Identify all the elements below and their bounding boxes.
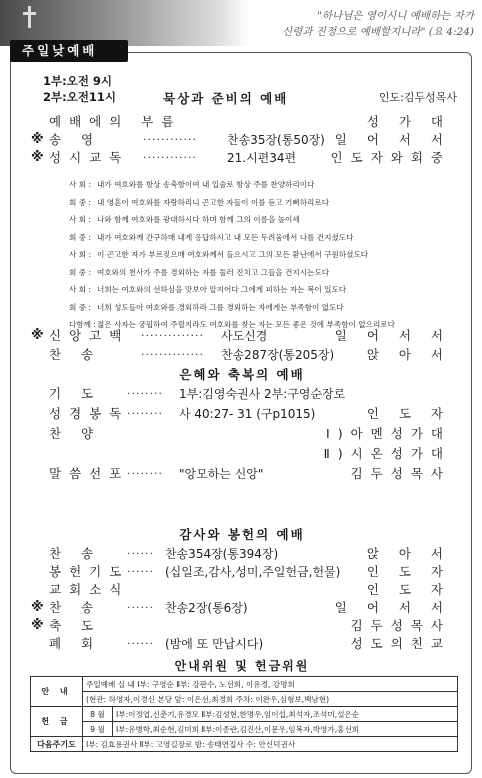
order-content: (십일조,감사,성미,주일헌금,헌물)	[165, 565, 341, 579]
order-row	[31, 385, 451, 403]
cross-icon	[28, 6, 31, 28]
order-label: 성시교독	[49, 150, 130, 165]
order-row	[31, 445, 451, 463]
order-content: 1부:김영숙권사 2부:구영순장로	[179, 387, 346, 401]
leader-dots: ··············	[141, 329, 204, 342]
order-performer: 일 어 서 서	[334, 328, 451, 343]
order-content: 사도신경	[221, 329, 268, 343]
volunteer-table	[30, 676, 458, 752]
verse-line-1: "하나님은 영이시니 예배하는 자가	[317, 10, 474, 22]
responsive-line	[69, 232, 459, 244]
order-label: 성경봉독	[49, 406, 130, 421]
order-performer: 앉 아 서	[366, 546, 451, 561]
leader-dots: ······	[127, 637, 154, 650]
leader-dots: ··············	[141, 348, 204, 361]
order-performer: 일 어 서 서	[334, 600, 451, 615]
responsive-line	[69, 302, 459, 314]
responsive-text: 젊은 사자는 궁핍하여 주릴지라도 여호와를 찾는 자는 모든 좋은 것에 부족함이 없으리로다	[97, 320, 395, 329]
responsive-text: 너희는 여호와의 선하심을 맛보아 알지어다 그에게 피하는 자는 복이 있도다	[97, 285, 347, 294]
leader-dots: ········	[127, 387, 163, 400]
responsive-text: 내 영혼이 여호와를 자랑하리니 곤고한 자들이 이를 듣고 기뻐하리로다	[97, 197, 330, 207]
order-row	[31, 425, 451, 443]
offering-row	[31, 722, 458, 737]
order-content: 21.시편34편	[227, 151, 297, 165]
offering-row	[31, 707, 458, 722]
order-label: 찬 양	[49, 426, 102, 441]
service-leader: 인도:김두성목사	[378, 91, 457, 104]
header-verse	[244, 8, 474, 40]
guide-row	[31, 677, 458, 692]
responsive-speaker: 사 회 :	[69, 285, 92, 294]
leader-dots: ········	[127, 407, 163, 420]
responsive-speaker: 다함께 :	[69, 320, 96, 329]
order-row	[31, 617, 451, 635]
offering-names: Ⅰ부:이정엽,신춘기,유경모 Ⅱ부:김성현,한명우,임이섭,최석자,조석미,설은순	[113, 707, 458, 722]
order-label: 기 도	[49, 386, 102, 401]
order-content: "앙모하는 신앙"	[179, 467, 264, 481]
responsive-text: 여호와의 천사가 주를 경외하는 자를 둘러 진치고 그들을 건지시는도다	[97, 267, 330, 277]
order-label: 신앙고백	[49, 328, 130, 343]
offering-month: 8 월	[83, 707, 113, 722]
responsive-speaker: 회 중 :	[69, 232, 92, 242]
order-row	[31, 327, 451, 345]
responsive-speaker: 사 회 :	[69, 250, 92, 259]
responsive-text: 나와 함께 여호와를 광대하시다 하며 함께 그의 이름을 높이세	[97, 215, 300, 224]
responsive-speaker: 회 중 :	[69, 267, 92, 277]
order-performer: 인도자와회중	[330, 150, 451, 165]
service-frame	[10, 52, 472, 774]
order-row	[31, 581, 451, 599]
leader-dots: ······	[127, 565, 154, 578]
leader-dots: ············	[143, 133, 197, 146]
responsive-line	[69, 197, 459, 209]
order-content: 찬송2장(통6장)	[165, 601, 248, 615]
guide-line-2: (현관: 하영자,이경신 본당 앞: 이은선,최경희 주차: 이완우,심형보,백남현)	[83, 692, 458, 707]
order-performer: 김두성목사	[350, 618, 451, 633]
order-row	[31, 563, 451, 581]
order-row	[31, 465, 451, 483]
guide-line-1: 주일예배 실 내 Ⅰ부: 구영순 Ⅱ부: 강판수, 노선희, 이유경, 강명희	[83, 677, 458, 692]
order-row	[31, 113, 451, 131]
order-label: 찬 송	[49, 546, 102, 561]
service-tag: 주일낮예배	[10, 40, 128, 62]
offering-label: 헌 금	[31, 707, 83, 737]
responsive-line	[69, 284, 459, 296]
leader-dots: ······	[127, 547, 154, 560]
next-prayer-names: Ⅰ부: 김효용권사 Ⅱ부: 고영길장로 밤: 송태연집사 수: 안신덕권사	[83, 737, 458, 752]
order-label: 폐 회	[49, 636, 102, 651]
responsive-line	[69, 179, 459, 191]
responsive-speaker: 회 중 :	[69, 197, 92, 207]
order-label: 말씀선포	[49, 466, 130, 481]
order-label: 송 영	[49, 132, 102, 147]
leader-dots: ············	[143, 151, 197, 164]
responsive-speaker: 사 회 :	[69, 215, 92, 224]
thanks-section-title: 감사와 봉헌의 예배	[179, 527, 305, 542]
guide-row-2	[31, 692, 458, 707]
prep-section-title: 묵상과 준비의 예배	[163, 91, 289, 106]
order-row	[31, 599, 451, 617]
order-performer: 인 도 자	[366, 564, 451, 579]
order-row	[31, 635, 451, 653]
verse-line-2: 신령과 진정으로 예배할지니라" (요 4:24)	[282, 26, 474, 38]
order-row	[31, 346, 451, 364]
order-content: 사 40:27- 31 (구p1015)	[179, 407, 316, 421]
order-row	[31, 131, 451, 149]
offering-names: Ⅰ부:유병학,최순현,김미희 Ⅱ부:이종란,김진산,이문우,임복자,박영가,홍선희	[113, 722, 458, 737]
grace-section-title: 은혜와 축복의 예배	[179, 367, 305, 382]
order-row	[31, 149, 451, 167]
order-label: 찬 송	[49, 600, 102, 615]
responsive-text: 너희 성도들아 여호와를 경외하라 그를 경외하는 자에게는 부족함이 없도다	[97, 302, 344, 312]
order-performer: 앉 아 서	[366, 347, 451, 362]
order-label: 교회소식	[49, 582, 130, 597]
footer-title: 안내위원 및 헌금위원	[174, 659, 310, 673]
responsive-line	[69, 249, 459, 261]
responsive-text: 내가 여호와를 항상 송축함이여 내 입술로 항상 주를 찬양하리이다	[97, 180, 315, 189]
order-content: 찬송35장(통50장)	[227, 133, 325, 147]
order-performer: Ⅱ)시온성가대	[323, 446, 451, 461]
order-content: 찬송354장(통394장)	[165, 547, 279, 561]
required-standing-mark: ※	[31, 328, 44, 343]
first-service-time: 1부:오전 9시	[43, 74, 113, 88]
leader-dots: ······	[127, 601, 154, 614]
order-row	[31, 405, 451, 423]
required-standing-mark: ※	[31, 600, 44, 615]
order-content: (밤에 또 만납시다)	[165, 637, 264, 651]
next-prayer-row	[31, 737, 458, 752]
order-label: 찬 송	[49, 347, 102, 362]
order-label: 축 도	[49, 618, 102, 633]
responsive-text: 내가 여호와께 간구하매 내게 응답하시고 내 모든 두려움에서 나를 건지셨도다	[97, 232, 354, 242]
responsive-speaker: 회 중 :	[69, 302, 92, 312]
second-service-time: 2부:오전11시	[43, 90, 117, 104]
order-performer: 인 도 자	[366, 582, 451, 597]
order-performer: 김두성목사	[350, 466, 451, 481]
responsive-line	[69, 267, 459, 279]
required-standing-mark: ※	[31, 132, 44, 147]
order-performer: 인 도 자	[366, 406, 451, 421]
order-content: 찬송287장(통205장)	[221, 348, 335, 362]
order-performer: 일 어 서 서	[334, 132, 451, 147]
next-prayer-label: 다음주기도	[31, 737, 83, 752]
guide-label: 안 내	[31, 677, 83, 707]
required-standing-mark: ※	[31, 150, 44, 165]
required-standing-mark: ※	[31, 618, 44, 633]
responsive-line	[69, 214, 459, 226]
order-performer: 성 가 대	[366, 114, 451, 129]
responsive-text: 이 곤고한 자가 부르짖으매 여호와께서 들으시고 그의 모든 환난에서 구원하셨도다	[97, 250, 369, 259]
offering-month: 9 월	[83, 722, 113, 737]
responsive-speaker: 사 회 :	[69, 180, 92, 189]
order-performer: 성도의친교	[350, 636, 451, 651]
order-label: 봉헌기도	[49, 564, 130, 579]
order-performer: Ⅰ)아멘성가대	[326, 426, 451, 441]
order-row	[31, 545, 451, 563]
order-label: 예배에의 부름	[49, 114, 182, 129]
leader-dots: ········	[127, 467, 163, 480]
